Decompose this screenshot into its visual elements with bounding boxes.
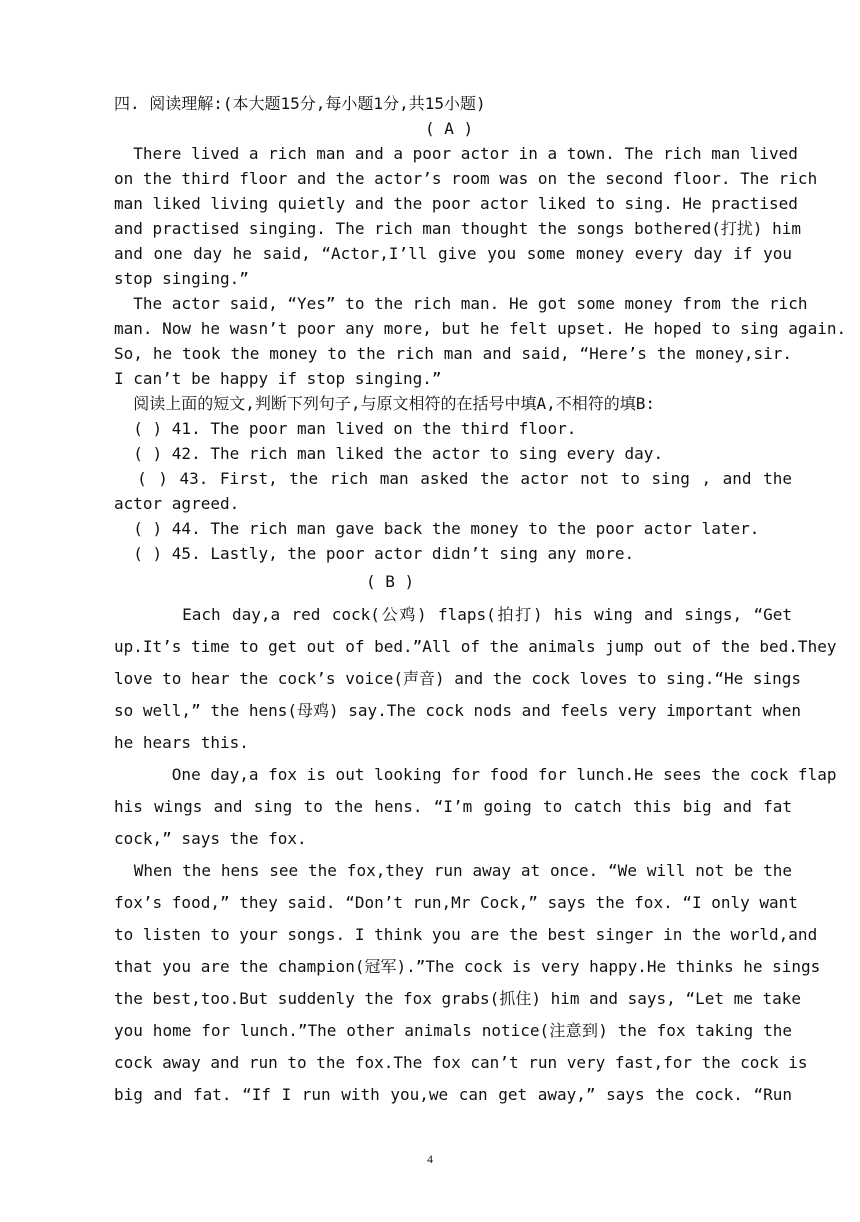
section-heading: 四. 阅读理解:(本大题15分,每小题1分,共15小题) (114, 94, 486, 113)
passage-b-body (114, 599, 837, 1111)
passage-b-line: that you are the champion(冠军).”The cock is very happy.He thinks he sings (114, 957, 821, 976)
passage-a-line: I can’t be happy if stop singing.” (114, 369, 442, 388)
passage-b-line: When the hens see the fox,they run away at once. “We will not be the (114, 861, 792, 880)
question-item: ( ) 43. First, the rich man asked the actor not to sing , and the (114, 469, 792, 488)
passage-b-line: love to hear the cock’s voice(声音) and the cock loves to sing.“He sings (114, 669, 802, 688)
passage-a-line: man. Now he wasn’t poor any more, but he felt upset. He hoped to sing again. (114, 319, 847, 338)
passage-b-line: the best,too.But suddenly the fox grabs(抓住) him and says, “Let me take (114, 989, 802, 1008)
passage-a-body (114, 141, 847, 566)
question-item-continued: actor agreed. (114, 494, 240, 513)
passage-b-line: fox’s food,” they said. “Don’t run,Mr Cock,” says the fox. “I only want (114, 893, 798, 912)
passage-b-line: Each day,a red cock(公鸡) flaps(拍打) his wing and sings, “Get (114, 605, 792, 624)
passage-a-line: stop singing.” (114, 269, 249, 288)
passage-a-line: man liked living quietly and the poor actor liked to sing. He practised (114, 194, 798, 213)
passage-b-line: big and fat. “If I run with you,we can get away,” says the cock. “Run (114, 1085, 792, 1104)
passage-b-line: he hears this. (114, 733, 249, 752)
question-instruction: 阅读上面的短文,判断下列句子,与原文相符的在括号中填A,不相符的填B: (114, 394, 656, 413)
question-item: ( ) 41. The poor man lived on the third floor. (114, 419, 577, 438)
passage-b-line: up.It’s time to get out of bed.”All of the animals jump out of the bed.They (114, 637, 837, 656)
passage-b-line: his wings and sing to the hens. “I’m going to catch this big and fat (114, 797, 792, 816)
passage-b-line: cock away and run to the fox.The fox can’t run very fast,for the cock is (114, 1053, 808, 1072)
passage-a-line: There lived a rich man and a poor actor in a town. The rich man lived (114, 144, 798, 163)
question-item: ( ) 42. The rich man liked the actor to sing every day. (114, 444, 664, 463)
passage-b-line: to listen to your songs. I think you are the best singer in the world,and (114, 925, 818, 944)
page-number: 4 (427, 1152, 433, 1166)
passage-a-line: and practised singing. The rich man thought the songs bothered(打扰) him (114, 219, 802, 238)
question-item: ( ) 44. The rich man gave back the money to the poor actor later. (114, 519, 760, 538)
passage-a-line: on the third floor and the actor’s room was on the second floor. The rich (114, 169, 818, 188)
passage-b-line: One day,a fox is out looking for food for lunch.He sees the cock flap (114, 765, 837, 784)
passage-b-line: cock,” says the fox. (114, 829, 307, 848)
passage-a-line: and one day he said, “Actor,I’ll give you some money every day if you (114, 244, 792, 263)
passage-a-line: So, he took the money to the rich man and said, “Here’s the money,sir. (114, 344, 792, 363)
question-item: ( ) 45. Lastly, the poor actor didn’t sing any more. (114, 544, 635, 563)
passage-b-label: ( B ) (366, 572, 415, 591)
passage-b-line: so well,” the hens(母鸡) say.The cock nods and feels very important when (114, 701, 802, 720)
passage-b-line: you home for lunch.”The other animals notice(注意到) the fox taking the (114, 1021, 792, 1040)
passage-a-line: The actor said, “Yes” to the rich man. He got some money from the rich (114, 294, 808, 313)
passage-a-label: ( A ) (425, 119, 474, 138)
